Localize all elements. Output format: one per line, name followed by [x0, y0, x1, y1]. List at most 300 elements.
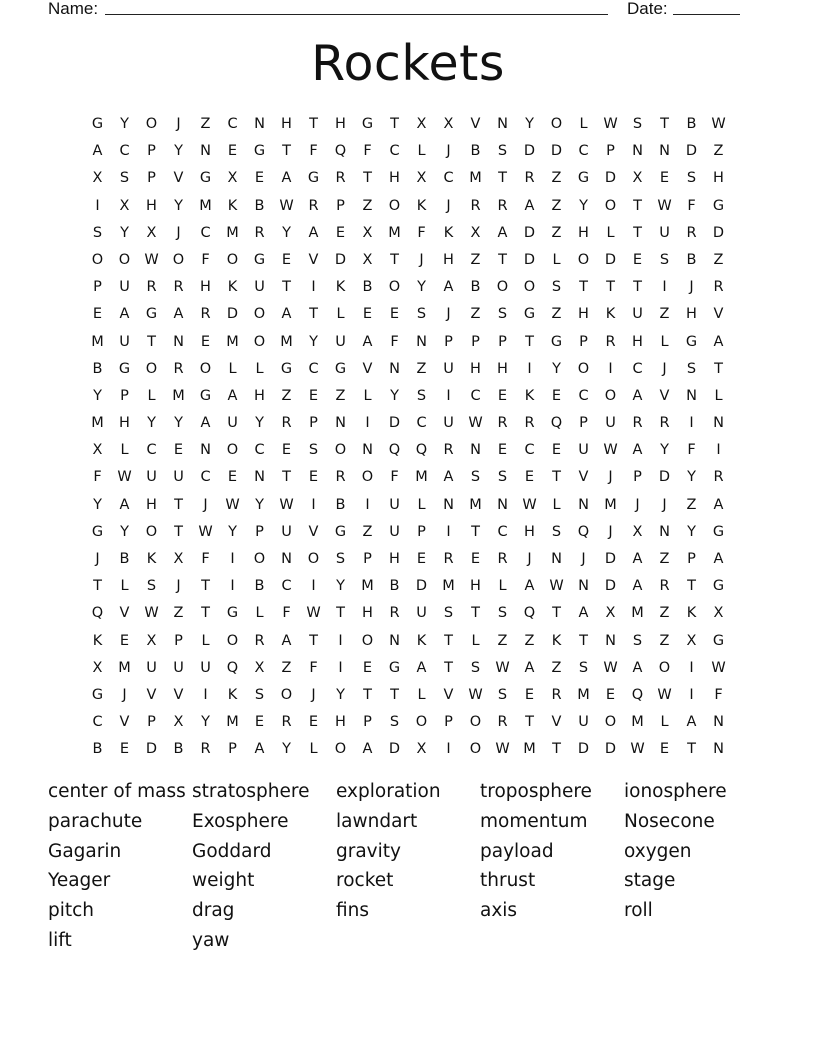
grid-letter: L [471, 632, 480, 649]
grid-letter: W [630, 741, 645, 758]
grid-letter: U [119, 279, 130, 296]
grid-letter: I [689, 415, 694, 432]
grid-letter: R [632, 415, 643, 432]
grid-letter: F [687, 442, 696, 459]
grid-letter: L [120, 578, 129, 595]
grid-letter: T [498, 251, 507, 268]
grid-letter: B [470, 279, 481, 296]
grid-letter: F [417, 224, 426, 241]
grid-letter: C [119, 143, 130, 160]
grid-letter: S [686, 170, 697, 187]
grid-letter: F [282, 605, 291, 622]
grid-letter: O [523, 279, 536, 296]
grid-letter: T [282, 279, 291, 296]
grid-letter: A [416, 659, 427, 676]
grid-letter: E [605, 686, 616, 703]
grid-letter: X [416, 170, 427, 187]
grid-letter: T [552, 469, 561, 486]
grid-letter: Z [713, 251, 724, 268]
name-blank-line [105, 14, 608, 15]
grid-letter: Z [497, 632, 508, 649]
grid-letter: T [201, 578, 210, 595]
grid-letter: W [279, 197, 294, 214]
grid-letter: P [120, 387, 129, 404]
grid-letter: L [363, 387, 372, 404]
grid-letter: J [176, 224, 181, 241]
grid-letter: H [200, 279, 211, 296]
grid-letter: E [659, 741, 670, 758]
grid-letter: J [662, 360, 667, 377]
grid-letter: M [199, 197, 212, 214]
grid-letter: S [443, 605, 454, 622]
grid-letter: C [389, 143, 400, 160]
grid-letter: W [144, 251, 159, 268]
grid-letter: R [173, 279, 184, 296]
grid-letter: G [712, 578, 725, 595]
grid-letter: O [172, 251, 185, 268]
grid-letter: E [281, 442, 292, 459]
grid-letter: I [689, 659, 694, 676]
grid-letter: I [365, 496, 370, 513]
grid-letter: X [92, 170, 103, 187]
grid-letter: P [498, 333, 507, 350]
grid-letter: T [552, 605, 561, 622]
grid-letter: W [225, 496, 240, 513]
grid-letter: I [230, 578, 235, 595]
grid-letter: N [362, 442, 373, 459]
grid-letter: N [551, 551, 562, 567]
word-bank-item: roll [624, 900, 653, 922]
grid-letter: A [281, 306, 292, 323]
grid-letter: I [338, 659, 343, 676]
grid-letter: I [446, 741, 451, 758]
grid-letter: C [200, 469, 211, 486]
grid-letter: I [365, 415, 370, 432]
grid-letter: T [687, 578, 696, 595]
grid-letter: X [632, 170, 643, 187]
grid-letter: K [551, 632, 562, 649]
header-fields [48, 0, 768, 20]
grid-letter: S [308, 442, 319, 459]
grid-letter: M [118, 659, 131, 676]
grid-letter: R [254, 632, 265, 649]
grid-letter: D [388, 741, 401, 758]
grid-letter: J [689, 279, 694, 296]
grid-letter: P [147, 143, 156, 160]
grid-letter: S [497, 306, 508, 323]
grid-letter: A [443, 469, 454, 486]
grid-letter: R [659, 578, 670, 595]
grid-letter: O [604, 387, 617, 404]
grid-letter: S [470, 659, 481, 676]
grid-letter: R [551, 686, 562, 703]
grid-letter: M [226, 714, 239, 731]
grid-letter: P [255, 523, 264, 540]
grid-letter: D [415, 578, 428, 595]
grid-letter: O [361, 632, 374, 649]
grid-letter: I [311, 578, 316, 595]
grid-letter: O [388, 279, 401, 296]
grid-letter: P [147, 714, 156, 731]
grid-letter: W [468, 415, 483, 432]
grid-letter: S [632, 632, 643, 649]
grid-letter: S [659, 251, 670, 268]
grid-letter: R [686, 224, 697, 241]
grid-letter: Y [93, 387, 102, 404]
grid-letter: U [173, 659, 184, 676]
grid-letter: X [470, 224, 481, 241]
grid-letter: Y [174, 197, 183, 214]
grid-letter: D [604, 741, 617, 758]
grid-letter: H [335, 116, 346, 132]
grid-letter: N [578, 496, 589, 513]
grid-letter: H [686, 306, 697, 323]
grid-letter: Y [687, 469, 696, 486]
grid-letter: C [254, 442, 265, 459]
grid-letter: F [201, 551, 210, 567]
grid-letter: O [469, 741, 482, 758]
grid-letter: J [608, 523, 613, 540]
grid-letter: F [390, 469, 399, 486]
grid-letter: D [604, 578, 617, 595]
grid-letter: R [470, 197, 481, 214]
grid-letter: E [551, 442, 562, 459]
grid-letter: O [145, 360, 158, 377]
grid-letter: K [92, 632, 103, 649]
grid-letter: U [146, 469, 157, 486]
grid-letter: Y [687, 523, 696, 540]
grid-letter: L [417, 143, 426, 160]
grid-letter: H [497, 360, 508, 377]
grid-letter: T [282, 469, 291, 486]
grid-letter: S [497, 686, 508, 703]
grid-letter: J [446, 143, 451, 160]
grid-letter: E [254, 714, 265, 731]
grid-letter: Y [660, 442, 669, 459]
word-bank-item: Gagarin [48, 840, 122, 862]
grid-letter: C [281, 578, 292, 595]
grid-letter: X [92, 442, 103, 459]
grid-letter: Y [336, 578, 345, 595]
grid-letter: A [578, 605, 589, 622]
grid-letter: E [119, 741, 130, 758]
grid-letter: U [200, 659, 211, 676]
grid-letter: E [497, 442, 508, 459]
grid-letter: M [91, 415, 104, 432]
grid-letter: W [495, 659, 510, 676]
grid-letter: V [173, 686, 184, 703]
grid-letter: B [686, 251, 697, 268]
grid-letter: Q [91, 605, 104, 622]
grid-letter: L [147, 387, 156, 404]
letter-grid [84, 111, 732, 764]
grid-letter: Y [93, 496, 102, 513]
grid-letter: U [578, 714, 589, 731]
grid-letter: T [471, 523, 480, 540]
grid-letter: D [604, 551, 617, 567]
grid-letter: A [281, 170, 292, 187]
grid-letter: G [334, 360, 347, 377]
grid-letter: C [92, 714, 103, 731]
grid-letter: N [713, 741, 724, 758]
grid-letter: I [446, 523, 451, 540]
grid-letter: Z [362, 523, 373, 540]
grid-letter: X [713, 605, 724, 622]
grid-letter: J [311, 686, 316, 703]
grid-letter: G [712, 632, 725, 649]
grid-letter: O [577, 360, 590, 377]
grid-letter: A [632, 659, 643, 676]
grid-letter: T [579, 632, 588, 649]
grid-letter: G [361, 116, 374, 132]
grid-letter: L [255, 605, 264, 622]
grid-letter: P [579, 333, 588, 350]
grid-letter: H [335, 714, 346, 731]
grid-letter: E [227, 469, 238, 486]
grid-letter: Y [120, 116, 129, 132]
grid-letter: J [581, 551, 586, 567]
grid-letter: G [712, 523, 725, 540]
grid-letter: J [446, 197, 451, 214]
grid-letter: T [687, 741, 696, 758]
grid-letter: F [687, 197, 696, 214]
grid-letter: E [92, 306, 103, 323]
grid-letter: R [200, 306, 211, 323]
grid-letter: S [254, 686, 265, 703]
grid-letter: C [497, 523, 508, 540]
grid-letter: J [176, 578, 181, 595]
grid-letter: N [173, 333, 184, 350]
grid-letter: D [712, 224, 725, 241]
grid-letter: Y [579, 197, 588, 214]
grid-letter: C [308, 360, 319, 377]
grid-letter: Y [120, 523, 129, 540]
grid-letter: F [363, 143, 372, 160]
grid-letter: W [468, 686, 483, 703]
grid-letter: M [442, 578, 455, 595]
grid-letter: U [389, 523, 400, 540]
grid-letter: O [253, 333, 266, 350]
grid-letter: C [578, 143, 589, 160]
grid-letter: O [361, 469, 374, 486]
grid-letter: Y [120, 224, 129, 241]
grid-letter: S [146, 578, 157, 595]
word-bank [48, 777, 768, 956]
word-bank-item: Exosphere [192, 810, 289, 832]
grid-letter: W [144, 605, 159, 622]
grid-letter: A [281, 632, 292, 649]
grid-letter: H [713, 170, 724, 187]
date-blank-line [673, 14, 740, 15]
grid-letter: Y [147, 415, 156, 432]
grid-letter: T [336, 605, 345, 622]
grid-letter: A [524, 578, 535, 595]
grid-letter: A [119, 496, 130, 513]
grid-letter: O [550, 116, 563, 132]
grid-letter: Z [470, 251, 481, 268]
grid-letter: A [92, 143, 103, 160]
grid-letter: H [470, 360, 481, 377]
grid-letter: X [362, 224, 373, 241]
grid-letter: T [525, 714, 534, 731]
grid-letter: Z [173, 605, 184, 622]
grid-letter: M [469, 170, 482, 187]
grid-letter: S [497, 143, 508, 160]
grid-letter: O [334, 741, 347, 758]
grid-letter: T [93, 578, 102, 595]
grid-letter: U [146, 659, 157, 676]
grid-letter: J [662, 496, 667, 513]
grid-letter: T [525, 333, 534, 350]
grid-letter: Y [336, 686, 345, 703]
grid-letter: X [92, 659, 103, 676]
grid-letter: P [363, 714, 372, 731]
grid-letter: P [174, 632, 183, 649]
grid-letter: S [92, 224, 103, 241]
grid-letter: G [253, 143, 266, 160]
grid-letter: T [174, 523, 183, 540]
grid-letter: B [254, 197, 265, 214]
grid-letter: G [577, 170, 590, 187]
grid-letter: G [550, 333, 563, 350]
grid-letter: L [606, 224, 615, 241]
grid-letter: N [659, 143, 670, 160]
word-bank-item: Yeager [48, 870, 111, 892]
grid-letter: T [147, 333, 156, 350]
grid-letter: N [713, 714, 724, 731]
grid-letter: S [578, 659, 589, 676]
grid-letter: C [227, 116, 238, 132]
grid-letter: L [552, 496, 561, 513]
grid-letter: G [199, 387, 212, 404]
grid-letter: S [551, 279, 562, 296]
grid-letter: Z [551, 224, 562, 241]
grid-letter: R [281, 415, 292, 432]
grid-letter: Y [417, 279, 426, 296]
grid-letter: L [120, 442, 129, 459]
grid-letter: R [200, 741, 211, 758]
grid-letter: N [632, 143, 643, 160]
grid-letter: T [471, 605, 480, 622]
grid-letter: A [632, 551, 643, 567]
grid-letter: U [119, 333, 130, 350]
grid-letter: E [416, 551, 427, 567]
grid-letter: A [686, 714, 697, 731]
grid-letter: E [659, 170, 670, 187]
grid-letter: Q [523, 605, 536, 622]
grid-letter: W [657, 197, 672, 214]
grid-letter: T [552, 741, 561, 758]
grid-letter: T [201, 605, 210, 622]
grid-letter: Z [659, 632, 670, 649]
grid-letter: Y [282, 741, 291, 758]
grid-letter: W [495, 741, 510, 758]
grid-letter: C [470, 387, 481, 404]
grid-letter: O [226, 442, 239, 459]
grid-letter: I [203, 686, 208, 703]
grid-letter: A [632, 578, 643, 595]
grid-letter: A [227, 387, 238, 404]
grid-letter: A [200, 415, 211, 432]
grid-letter: Z [335, 387, 346, 404]
grid-letter: A [362, 333, 373, 350]
grid-letter: R [173, 360, 184, 377]
grid-letter: M [91, 333, 104, 350]
grid-letter: E [119, 632, 130, 649]
grid-letter: L [579, 116, 588, 132]
grid-letter: K [686, 605, 697, 622]
grid-letter: K [227, 279, 238, 296]
grid-letter: E [200, 333, 211, 350]
grid-letter: C [146, 442, 157, 459]
grid-letter: T [498, 170, 507, 187]
grid-letter: C [200, 224, 211, 241]
grid-letter: H [146, 496, 157, 513]
grid-letter: E [524, 686, 535, 703]
word-bank-item: axis [480, 900, 518, 922]
grid-letter: L [714, 387, 723, 404]
grid-letter: J [203, 496, 208, 513]
grid-letter: N [389, 360, 400, 377]
grid-letter: J [176, 116, 181, 132]
grid-letter: A [632, 442, 643, 459]
grid-letter: N [497, 116, 508, 132]
grid-letter: P [309, 415, 318, 432]
grid-letter: U [173, 469, 184, 486]
grid-letter: X [173, 714, 184, 731]
grid-letter: I [311, 279, 316, 296]
grid-letter: Q [631, 686, 644, 703]
grid-letter: K [227, 686, 238, 703]
grid-letter: T [579, 279, 588, 296]
grid-letter: E [632, 251, 643, 268]
grid-letter: T [444, 659, 453, 676]
grid-letter: J [95, 551, 100, 567]
grid-letter: I [608, 360, 613, 377]
grid-letter: H [281, 116, 292, 132]
grid-letter: D [550, 143, 563, 160]
grid-letter: U [659, 224, 670, 241]
grid-letter: Z [713, 143, 724, 160]
grid-letter: X [605, 605, 616, 622]
word-bank-item: thrust [480, 870, 536, 892]
grid-letter: M [469, 496, 482, 513]
grid-letter: W [711, 659, 726, 676]
grid-letter: J [527, 551, 532, 567]
word-bank-item: weight [192, 870, 255, 892]
grid-letter: L [336, 306, 345, 323]
grid-letter: Y [309, 333, 318, 350]
grid-letter: N [443, 496, 454, 513]
grid-letter: V [551, 714, 562, 731]
grid-letter: S [335, 551, 346, 567]
grid-letter: K [227, 197, 238, 214]
grid-letter: U [254, 279, 265, 296]
grid-letter: T [714, 360, 723, 377]
grid-letter: O [91, 251, 104, 268]
grid-letter: R [281, 714, 292, 731]
word-bank-item: momentum [480, 810, 588, 832]
grid-letter: E [308, 714, 319, 731]
grid-letter: L [228, 360, 237, 377]
grid-letter: N [713, 415, 724, 432]
grid-letter: F [309, 143, 318, 160]
grid-letter: G [91, 116, 104, 132]
grid-letter: Z [524, 632, 535, 649]
grid-letter: C [632, 360, 643, 377]
grid-letter: O [253, 306, 266, 323]
grid-letter: S [497, 469, 508, 486]
